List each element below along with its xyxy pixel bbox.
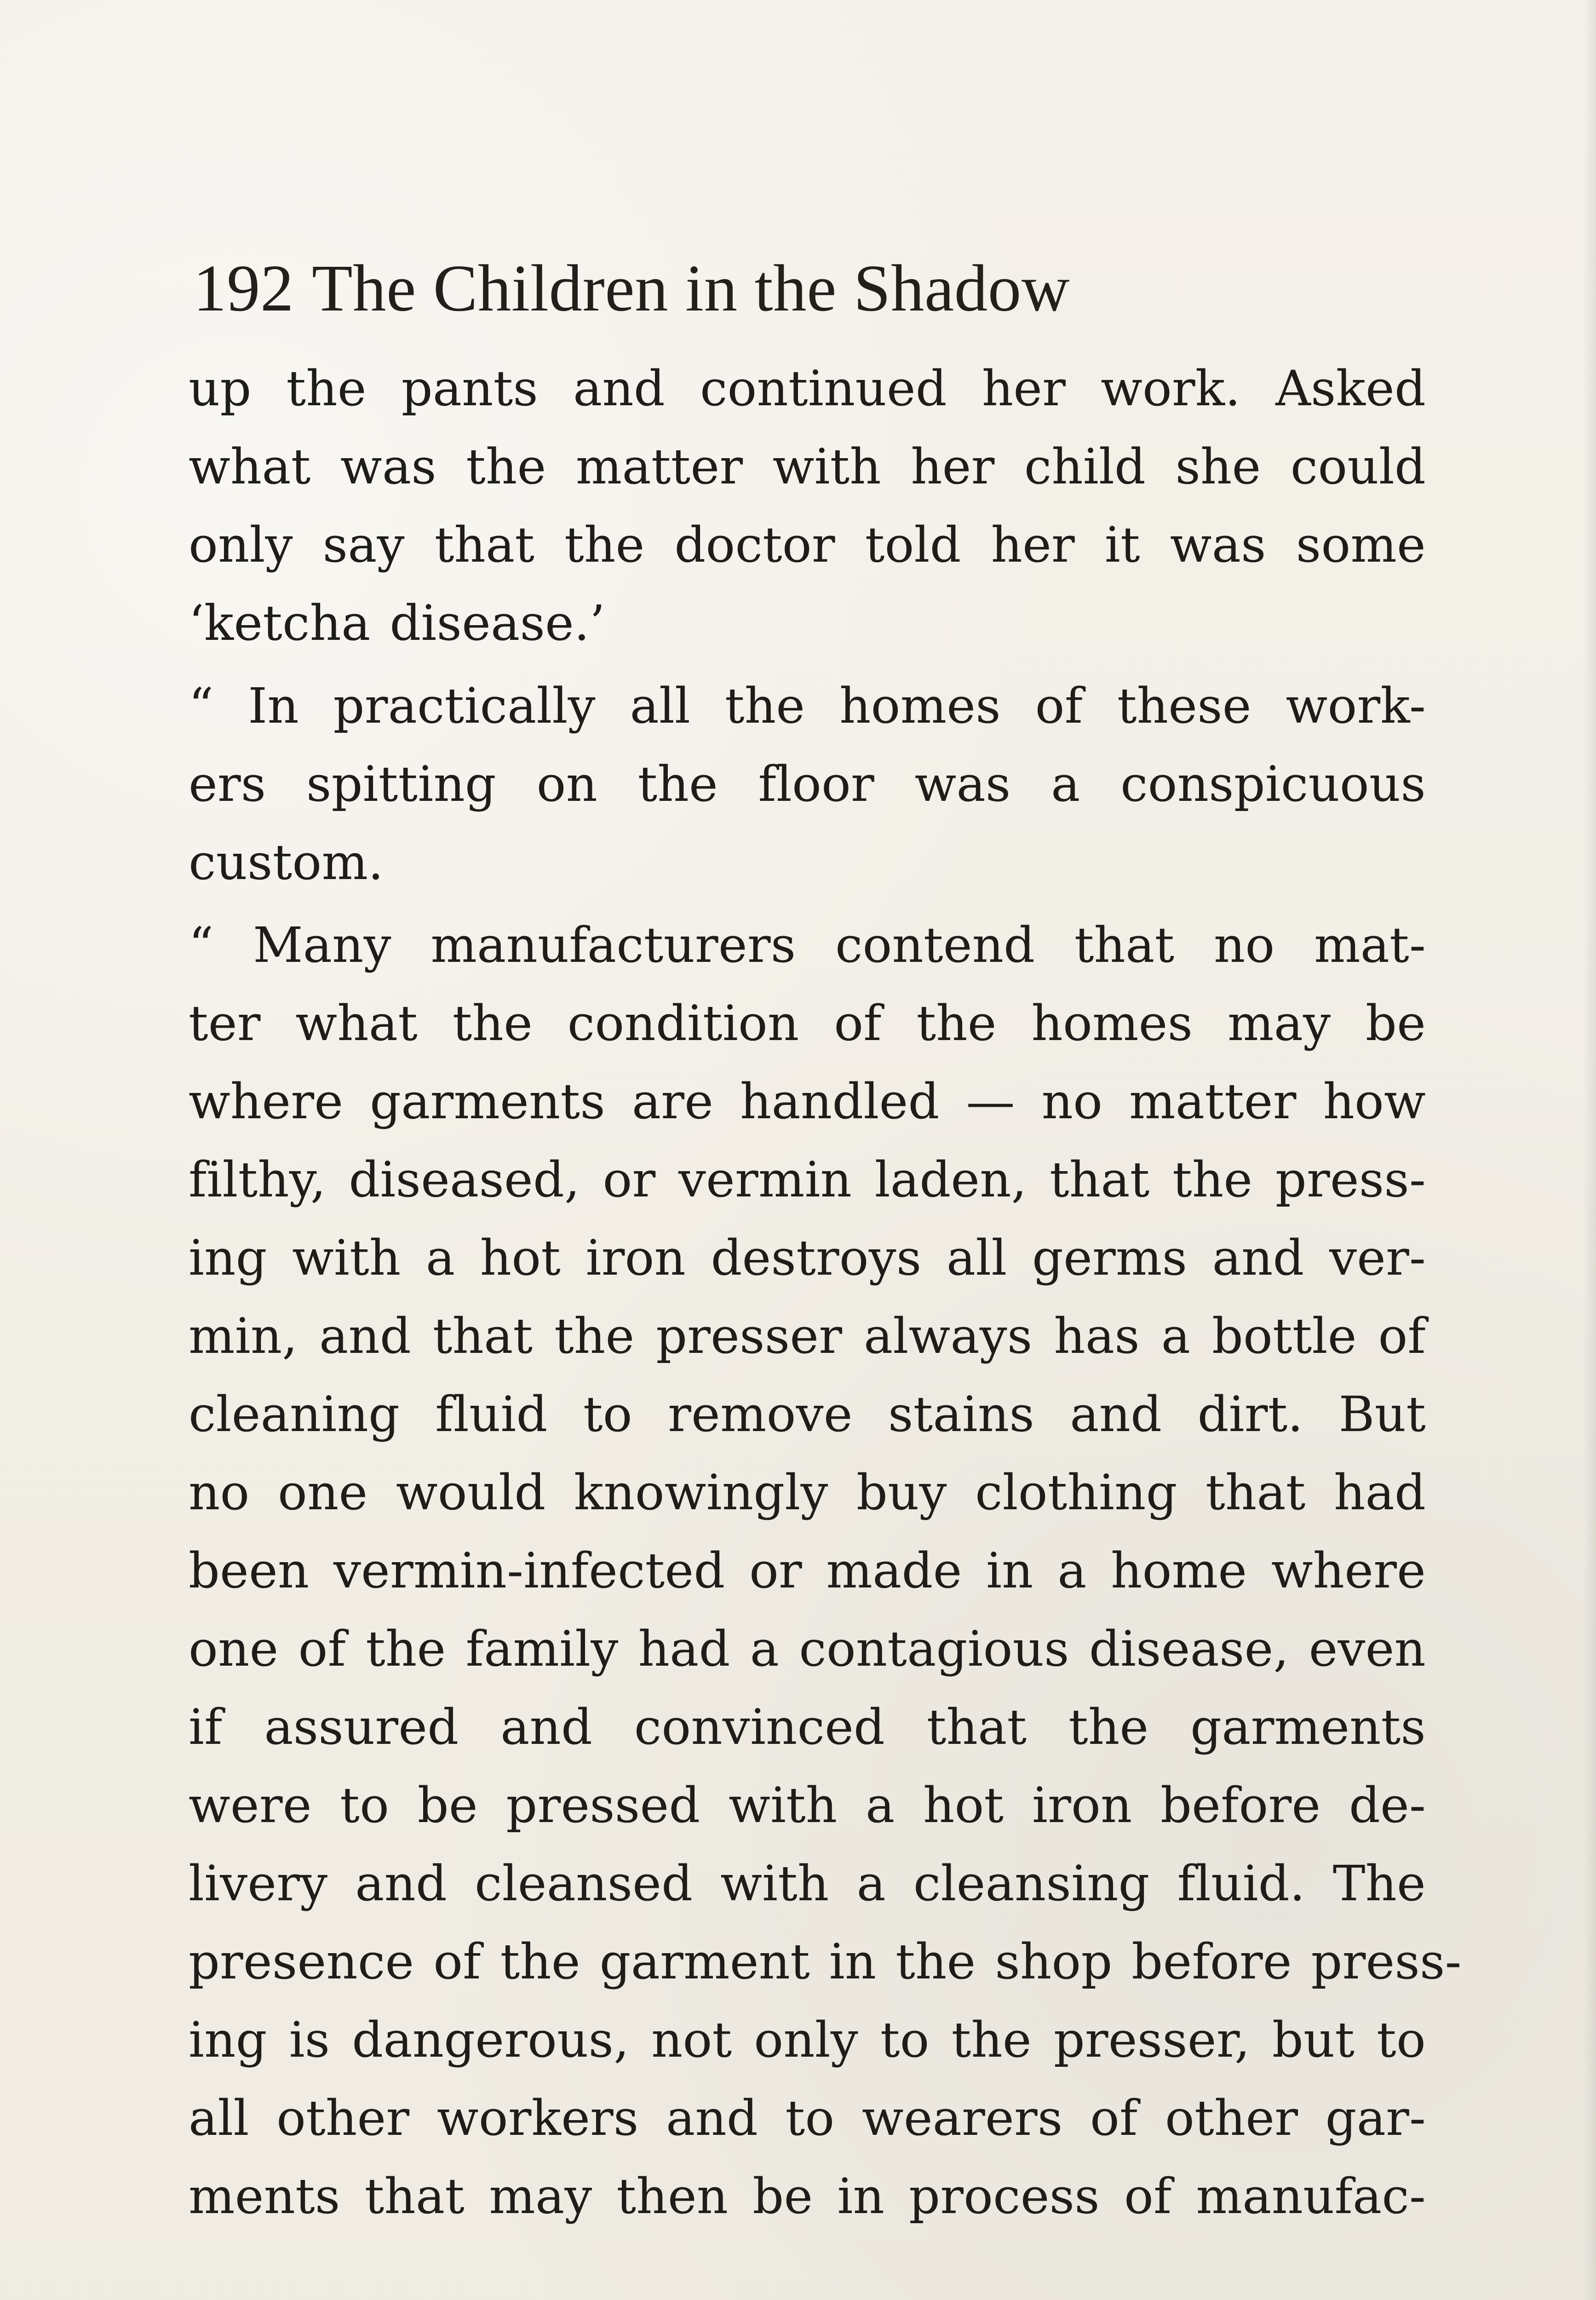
page-text (189, 350, 1462, 2226)
text-line-16: been vermin-infected or made in a home where (189, 1542, 1426, 1599)
text-line-4: ‘ketcha disease.’ (189, 595, 605, 651)
text-line-24: ments that may then be in process of manufac- (189, 2168, 1426, 2225)
text-line-10: where garments are handled — no matter how (189, 1073, 1426, 1130)
text-line-22: ing is dangerous, not only to the presser, but to (189, 2012, 1426, 2068)
text-line-8: “ Many manufacturers contend that no mat- (189, 917, 1426, 973)
text-line-17: one of the family had a contagious disease, even (189, 1621, 1426, 1677)
text-line-7: custom. (189, 834, 384, 891)
text-line-14: cleaning fluid to remove stains and dirt. But (189, 1386, 1426, 1443)
text-line-23: all other workers and to wearers of other gar- (189, 2090, 1426, 2146)
text-line-12: ing with a hot iron destroys all germs and ver- (189, 1230, 1426, 1286)
text-line-6: ers spitting on the floor was a conspicuous (189, 756, 1426, 812)
text-line-21: presence of the garment in the shop before press- (189, 1933, 1462, 1990)
text-line-13: min, and that the presser always has a bottle of (189, 1308, 1426, 1364)
book-title: The Children in the Shadow (312, 252, 1070, 325)
running-head (193, 239, 1352, 325)
text-line-1: up the pants and continued her work. Asked (189, 360, 1426, 417)
page-number: 192 (193, 252, 294, 325)
text-line-19: were to be pressed with a hot iron before de- (189, 1777, 1426, 1834)
text-line-9: ter what the condition of the homes may be (189, 995, 1426, 1052)
text-line-20: livery and cleansed with a cleansing fluid. The (189, 1855, 1426, 1912)
page-edge-shadow (1583, 0, 1596, 2300)
text-line-18: if assured and convinced that the garments (189, 1699, 1426, 1755)
text-line-15: no one would knowingly buy clothing that had (189, 1464, 1426, 1521)
text-line-3: only say that the doctor told her it was some (189, 517, 1426, 573)
text-line-5: “ In practically all the homes of these work- (189, 678, 1426, 734)
text-line-2: what was the matter with her child she could (189, 438, 1426, 495)
text-line-11: filthy, diseased, or vermin laden, that the press- (189, 1151, 1426, 1208)
